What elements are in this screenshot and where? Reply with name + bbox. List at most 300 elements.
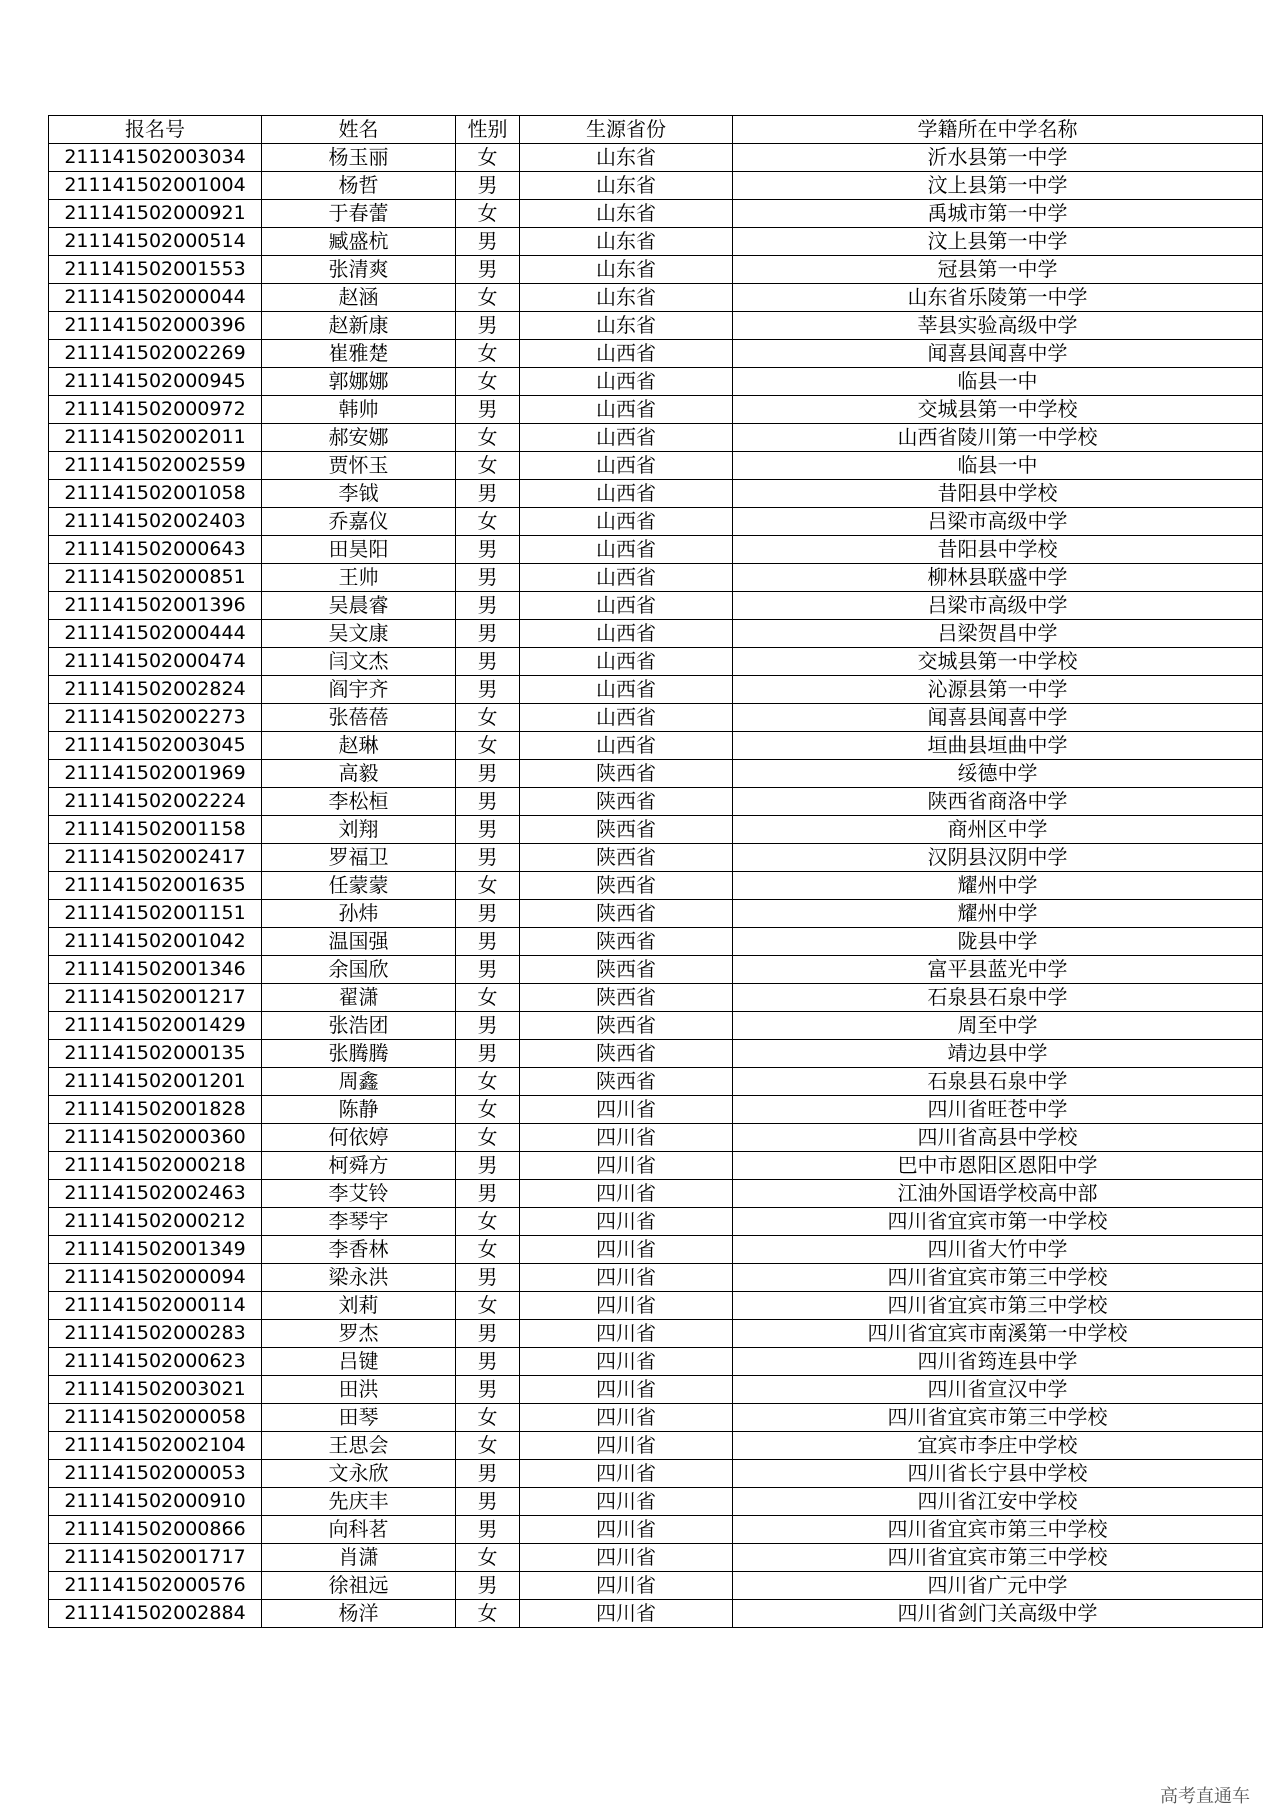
registration-number-cell: 211141502000135 [49, 1040, 262, 1068]
gender-cell: 女 [456, 1432, 520, 1460]
name-cell: 余国欣 [262, 956, 456, 984]
province-cell: 四川省 [520, 1544, 733, 1572]
gender-cell: 男 [456, 816, 520, 844]
gender-cell: 男 [456, 228, 520, 256]
table-row [49, 1348, 1263, 1376]
table-row [49, 1572, 1263, 1600]
name-cell: 何依婷 [262, 1124, 456, 1152]
province-cell: 陕西省 [520, 844, 733, 872]
registration-number-cell: 211141502000053 [49, 1460, 262, 1488]
school-cell: 四川省广元中学 [733, 1572, 1263, 1600]
province-cell: 四川省 [520, 1572, 733, 1600]
registration-number-cell: 211141502002224 [49, 788, 262, 816]
school-cell: 垣曲县垣曲中学 [733, 732, 1263, 760]
registration-number-cell: 211141502001158 [49, 816, 262, 844]
school-cell: 沁源县第一中学 [733, 676, 1263, 704]
province-cell: 山西省 [520, 508, 733, 536]
table-row [49, 284, 1263, 312]
registration-number-cell: 211141502000218 [49, 1152, 262, 1180]
school-cell: 四川省宜宾市第一中学校 [733, 1208, 1263, 1236]
name-cell: 任蒙蒙 [262, 872, 456, 900]
province-cell: 山东省 [520, 312, 733, 340]
table-row [49, 1544, 1263, 1572]
province-cell: 山西省 [520, 536, 733, 564]
gender-cell: 女 [456, 200, 520, 228]
name-cell: 文永欣 [262, 1460, 456, 1488]
name-cell: 臧盛杭 [262, 228, 456, 256]
name-cell: 乔嘉仪 [262, 508, 456, 536]
province-cell: 四川省 [520, 1320, 733, 1348]
gender-cell: 男 [456, 396, 520, 424]
registration-number-cell: 211141502000945 [49, 368, 262, 396]
table-row [49, 1068, 1263, 1096]
name-cell: 李香林 [262, 1236, 456, 1264]
province-cell: 陕西省 [520, 956, 733, 984]
school-cell: 交城县第一中学校 [733, 396, 1263, 424]
province-cell: 山东省 [520, 284, 733, 312]
table-row [49, 452, 1263, 480]
school-cell: 四川省宣汉中学 [733, 1376, 1263, 1404]
gender-cell: 女 [456, 872, 520, 900]
province-cell: 山西省 [520, 396, 733, 424]
name-cell: 李松桓 [262, 788, 456, 816]
school-cell: 吕梁贺昌中学 [733, 620, 1263, 648]
school-cell: 临县一中 [733, 452, 1263, 480]
school-cell: 四川省旺苍中学 [733, 1096, 1263, 1124]
province-cell: 山西省 [520, 676, 733, 704]
name-cell: 赵琳 [262, 732, 456, 760]
gender-cell: 男 [456, 536, 520, 564]
gender-cell: 女 [456, 424, 520, 452]
province-cell: 陕西省 [520, 816, 733, 844]
province-cell: 山东省 [520, 144, 733, 172]
name-cell: 韩帅 [262, 396, 456, 424]
name-cell: 赵新康 [262, 312, 456, 340]
school-cell: 四川省高县中学校 [733, 1124, 1263, 1152]
province-cell: 四川省 [520, 1124, 733, 1152]
province-cell: 山西省 [520, 424, 733, 452]
gender-cell: 男 [456, 844, 520, 872]
gender-cell: 女 [456, 1600, 520, 1628]
registration-number-cell: 211141502002104 [49, 1432, 262, 1460]
table-row [49, 844, 1263, 872]
school-cell: 汶上县第一中学 [733, 172, 1263, 200]
province-cell: 四川省 [520, 1180, 733, 1208]
province-cell: 山西省 [520, 480, 733, 508]
gender-cell: 男 [456, 1320, 520, 1348]
registration-number-cell: 211141502001429 [49, 1012, 262, 1040]
name-cell: 向科茗 [262, 1516, 456, 1544]
gender-cell: 男 [456, 1572, 520, 1600]
registration-number-cell: 211141502000058 [49, 1404, 262, 1432]
school-cell: 交城县第一中学校 [733, 648, 1263, 676]
gender-cell: 女 [456, 284, 520, 312]
header-registration-number: 报名号 [49, 116, 262, 144]
registration-number-cell: 211141502002403 [49, 508, 262, 536]
gender-cell: 女 [456, 1208, 520, 1236]
gender-cell: 男 [456, 1516, 520, 1544]
province-cell: 山西省 [520, 620, 733, 648]
registration-number-cell: 211141502002884 [49, 1600, 262, 1628]
province-cell: 陕西省 [520, 760, 733, 788]
gender-cell: 男 [456, 1152, 520, 1180]
gender-cell: 女 [456, 340, 520, 368]
school-cell: 四川省宜宾市第三中学校 [733, 1292, 1263, 1320]
name-cell: 周鑫 [262, 1068, 456, 1096]
table-row [49, 676, 1263, 704]
gender-cell: 女 [456, 368, 520, 396]
name-cell: 高毅 [262, 760, 456, 788]
school-cell: 宜宾市李庄中学校 [733, 1432, 1263, 1460]
gender-cell: 男 [456, 1040, 520, 1068]
province-cell: 四川省 [520, 1516, 733, 1544]
registration-number-cell: 211141502001969 [49, 760, 262, 788]
header-name: 姓名 [262, 116, 456, 144]
registration-number-cell: 211141502000360 [49, 1124, 262, 1152]
name-cell: 张腾腾 [262, 1040, 456, 1068]
gender-cell: 女 [456, 1068, 520, 1096]
school-cell: 沂水县第一中学 [733, 144, 1263, 172]
school-cell: 昔阳县中学校 [733, 536, 1263, 564]
province-cell: 四川省 [520, 1460, 733, 1488]
school-cell: 耀州中学 [733, 872, 1263, 900]
table-row [49, 1040, 1263, 1068]
registration-number-cell: 211141502000094 [49, 1264, 262, 1292]
name-cell: 温国强 [262, 928, 456, 956]
registration-number-cell: 211141502002824 [49, 676, 262, 704]
gender-cell: 女 [456, 1236, 520, 1264]
table-row [49, 172, 1263, 200]
gender-cell: 男 [456, 592, 520, 620]
school-cell: 山东省乐陵第一中学 [733, 284, 1263, 312]
table-row [49, 620, 1263, 648]
name-cell: 翟潇 [262, 984, 456, 1012]
province-cell: 四川省 [520, 1600, 733, 1628]
school-cell: 冠县第一中学 [733, 256, 1263, 284]
name-cell: 杨哲 [262, 172, 456, 200]
registration-number-cell: 211141502001151 [49, 900, 262, 928]
table-row [49, 872, 1263, 900]
school-cell: 四川省宜宾市第三中学校 [733, 1264, 1263, 1292]
province-cell: 山东省 [520, 228, 733, 256]
school-cell: 耀州中学 [733, 900, 1263, 928]
registration-number-cell: 211141502000396 [49, 312, 262, 340]
table-row [49, 424, 1263, 452]
table-row [49, 396, 1263, 424]
registration-number-cell: 211141502000283 [49, 1320, 262, 1348]
gender-cell: 男 [456, 956, 520, 984]
table-row [49, 312, 1263, 340]
school-cell: 吕梁市高级中学 [733, 508, 1263, 536]
name-cell: 李琴宇 [262, 1208, 456, 1236]
registration-number-cell: 211141502000474 [49, 648, 262, 676]
name-cell: 王帅 [262, 564, 456, 592]
name-cell: 杨洋 [262, 1600, 456, 1628]
gender-cell: 女 [456, 704, 520, 732]
province-cell: 四川省 [520, 1264, 733, 1292]
gender-cell: 男 [456, 676, 520, 704]
gender-cell: 男 [456, 648, 520, 676]
table-row [49, 1012, 1263, 1040]
name-cell: 阎宇齐 [262, 676, 456, 704]
table-row [49, 144, 1263, 172]
table-row [49, 928, 1263, 956]
name-cell: 刘翔 [262, 816, 456, 844]
name-cell: 赵涵 [262, 284, 456, 312]
registration-number-cell: 211141502001058 [49, 480, 262, 508]
registration-number-cell: 211141502000514 [49, 228, 262, 256]
school-cell: 巴中市恩阳区恩阳中学 [733, 1152, 1263, 1180]
name-cell: 梁永洪 [262, 1264, 456, 1292]
registration-number-cell: 211141502002011 [49, 424, 262, 452]
table-row [49, 900, 1263, 928]
name-cell: 先庆丰 [262, 1488, 456, 1516]
registration-number-cell: 211141502001201 [49, 1068, 262, 1096]
name-cell: 吴晨睿 [262, 592, 456, 620]
province-cell: 四川省 [520, 1152, 733, 1180]
school-cell: 禹城市第一中学 [733, 200, 1263, 228]
school-cell: 绥德中学 [733, 760, 1263, 788]
student-roster-table [48, 115, 1263, 1628]
school-cell: 周至中学 [733, 1012, 1263, 1040]
registration-number-cell: 211141502000851 [49, 564, 262, 592]
province-cell: 山西省 [520, 564, 733, 592]
province-cell: 陕西省 [520, 1040, 733, 1068]
registration-number-cell: 211141502001217 [49, 984, 262, 1012]
province-cell: 陕西省 [520, 872, 733, 900]
school-cell: 临县一中 [733, 368, 1263, 396]
table-row [49, 1152, 1263, 1180]
registration-number-cell: 211141502001553 [49, 256, 262, 284]
gender-cell: 男 [456, 760, 520, 788]
school-cell: 四川省筠连县中学 [733, 1348, 1263, 1376]
registration-number-cell: 211141502002559 [49, 452, 262, 480]
registration-number-cell: 211141502000623 [49, 1348, 262, 1376]
name-cell: 罗福卫 [262, 844, 456, 872]
gender-cell: 男 [456, 620, 520, 648]
gender-cell: 男 [456, 564, 520, 592]
gender-cell: 女 [456, 1544, 520, 1572]
province-cell: 山西省 [520, 368, 733, 396]
registration-number-cell: 211141502000114 [49, 1292, 262, 1320]
school-cell: 四川省宜宾市第三中学校 [733, 1404, 1263, 1432]
school-cell: 昔阳县中学校 [733, 480, 1263, 508]
gender-cell: 男 [456, 900, 520, 928]
table-row [49, 480, 1263, 508]
table-row [49, 1460, 1263, 1488]
registration-number-cell: 211141502001349 [49, 1236, 262, 1264]
registration-number-cell: 211141502002417 [49, 844, 262, 872]
gender-cell: 女 [456, 732, 520, 760]
school-cell: 四川省大竹中学 [733, 1236, 1263, 1264]
table-row [49, 648, 1263, 676]
registration-number-cell: 211141502001042 [49, 928, 262, 956]
name-cell: 肖潇 [262, 1544, 456, 1572]
province-cell: 山西省 [520, 452, 733, 480]
gender-cell: 男 [456, 1460, 520, 1488]
table-row [49, 732, 1263, 760]
name-cell: 郭娜娜 [262, 368, 456, 396]
table-row [49, 1180, 1263, 1208]
school-cell: 四川省剑门关高级中学 [733, 1600, 1263, 1628]
table-row [49, 228, 1263, 256]
school-cell: 四川省宜宾市南溪第一中学校 [733, 1320, 1263, 1348]
name-cell: 陈静 [262, 1096, 456, 1124]
name-cell: 吴文康 [262, 620, 456, 648]
table-row [49, 788, 1263, 816]
table-row [49, 1376, 1263, 1404]
province-cell: 山东省 [520, 200, 733, 228]
gender-cell: 女 [456, 984, 520, 1012]
province-cell: 山东省 [520, 172, 733, 200]
province-cell: 陕西省 [520, 1012, 733, 1040]
table-row [49, 1600, 1263, 1628]
school-cell: 靖边县中学 [733, 1040, 1263, 1068]
registration-number-cell: 211141502002273 [49, 704, 262, 732]
name-cell: 孙炜 [262, 900, 456, 928]
table-row [49, 592, 1263, 620]
school-cell: 山西省陵川第一中学校 [733, 424, 1263, 452]
name-cell: 张清爽 [262, 256, 456, 284]
table-row [49, 1264, 1263, 1292]
gender-cell: 女 [456, 144, 520, 172]
registration-number-cell: 211141502000643 [49, 536, 262, 564]
table-row [49, 368, 1263, 396]
gender-cell: 男 [456, 928, 520, 956]
school-cell: 汶上县第一中学 [733, 228, 1263, 256]
school-cell: 四川省江安中学校 [733, 1488, 1263, 1516]
gender-cell: 女 [456, 452, 520, 480]
gender-cell: 男 [456, 256, 520, 284]
school-cell: 柳林县联盛中学 [733, 564, 1263, 592]
province-cell: 山西省 [520, 340, 733, 368]
header-row [49, 116, 1263, 144]
name-cell: 刘莉 [262, 1292, 456, 1320]
school-cell: 四川省长宁县中学校 [733, 1460, 1263, 1488]
gender-cell: 女 [456, 1404, 520, 1432]
name-cell: 崔雅楚 [262, 340, 456, 368]
gender-cell: 男 [456, 1012, 520, 1040]
registration-number-cell: 211141502000044 [49, 284, 262, 312]
gender-cell: 男 [456, 788, 520, 816]
school-cell: 莘县实验高级中学 [733, 312, 1263, 340]
table-row [49, 1096, 1263, 1124]
table-row [49, 1124, 1263, 1152]
gender-cell: 男 [456, 480, 520, 508]
registration-number-cell: 211141502000972 [49, 396, 262, 424]
registration-number-cell: 211141502001004 [49, 172, 262, 200]
school-cell: 石泉县石泉中学 [733, 1068, 1263, 1096]
name-cell: 罗杰 [262, 1320, 456, 1348]
table-row [49, 200, 1263, 228]
table-row [49, 564, 1263, 592]
school-cell: 闻喜县闻喜中学 [733, 340, 1263, 368]
name-cell: 田洪 [262, 1376, 456, 1404]
table-body [49, 144, 1263, 1628]
table-row [49, 1208, 1263, 1236]
province-cell: 陕西省 [520, 984, 733, 1012]
registration-number-cell: 211141502000910 [49, 1488, 262, 1516]
province-cell: 四川省 [520, 1292, 733, 1320]
name-cell: 王思会 [262, 1432, 456, 1460]
gender-cell: 男 [456, 1264, 520, 1292]
school-cell: 石泉县石泉中学 [733, 984, 1263, 1012]
table-row [49, 816, 1263, 844]
province-cell: 陕西省 [520, 900, 733, 928]
table-row [49, 1404, 1263, 1432]
school-cell: 汉阴县汉阴中学 [733, 844, 1263, 872]
name-cell: 柯舜方 [262, 1152, 456, 1180]
province-cell: 四川省 [520, 1236, 733, 1264]
province-cell: 山西省 [520, 592, 733, 620]
table-row [49, 256, 1263, 284]
registration-number-cell: 211141502000921 [49, 200, 262, 228]
province-cell: 山西省 [520, 732, 733, 760]
registration-number-cell: 211141502003021 [49, 1376, 262, 1404]
province-cell: 陕西省 [520, 1068, 733, 1096]
province-cell: 四川省 [520, 1096, 733, 1124]
province-cell: 四川省 [520, 1404, 733, 1432]
province-cell: 陕西省 [520, 928, 733, 956]
registration-number-cell: 211141502001635 [49, 872, 262, 900]
header-gender: 性别 [456, 116, 520, 144]
gender-cell: 男 [456, 312, 520, 340]
registration-number-cell: 211141502000576 [49, 1572, 262, 1600]
school-cell: 陇县中学 [733, 928, 1263, 956]
table-row [49, 340, 1263, 368]
gender-cell: 男 [456, 1348, 520, 1376]
name-cell: 田昊阳 [262, 536, 456, 564]
gender-cell: 女 [456, 1096, 520, 1124]
school-cell: 江油外国语学校高中部 [733, 1180, 1263, 1208]
school-cell: 吕梁市高级中学 [733, 592, 1263, 620]
school-cell: 陕西省商洛中学 [733, 788, 1263, 816]
name-cell: 田琴 [262, 1404, 456, 1432]
registration-number-cell: 211141502001717 [49, 1544, 262, 1572]
province-cell: 山西省 [520, 704, 733, 732]
table-row [49, 704, 1263, 732]
table-row [49, 760, 1263, 788]
table-row [49, 1320, 1263, 1348]
table-row [49, 1292, 1263, 1320]
province-cell: 山东省 [520, 256, 733, 284]
registration-number-cell: 211141502001346 [49, 956, 262, 984]
table-row [49, 1516, 1263, 1544]
name-cell: 贾怀玉 [262, 452, 456, 480]
province-cell: 四川省 [520, 1376, 733, 1404]
name-cell: 张浩团 [262, 1012, 456, 1040]
registration-number-cell: 211141502000212 [49, 1208, 262, 1236]
province-cell: 陕西省 [520, 788, 733, 816]
header-province: 生源省份 [520, 116, 733, 144]
name-cell: 李艾铃 [262, 1180, 456, 1208]
table-row [49, 1236, 1263, 1264]
registration-number-cell: 211141502003034 [49, 144, 262, 172]
gender-cell: 男 [456, 172, 520, 200]
registration-number-cell: 211141502001396 [49, 592, 262, 620]
gender-cell: 女 [456, 1124, 520, 1152]
province-cell: 四川省 [520, 1488, 733, 1516]
watermark: 高考直通车 [1160, 1786, 1250, 1807]
table-row [49, 1432, 1263, 1460]
table-row [49, 984, 1263, 1012]
registration-number-cell: 211141502002463 [49, 1180, 262, 1208]
school-cell: 商州区中学 [733, 816, 1263, 844]
header-school: 学籍所在中学名称 [733, 116, 1263, 144]
province-cell: 山西省 [520, 648, 733, 676]
table-row [49, 508, 1263, 536]
school-cell: 四川省宜宾市第三中学校 [733, 1516, 1263, 1544]
